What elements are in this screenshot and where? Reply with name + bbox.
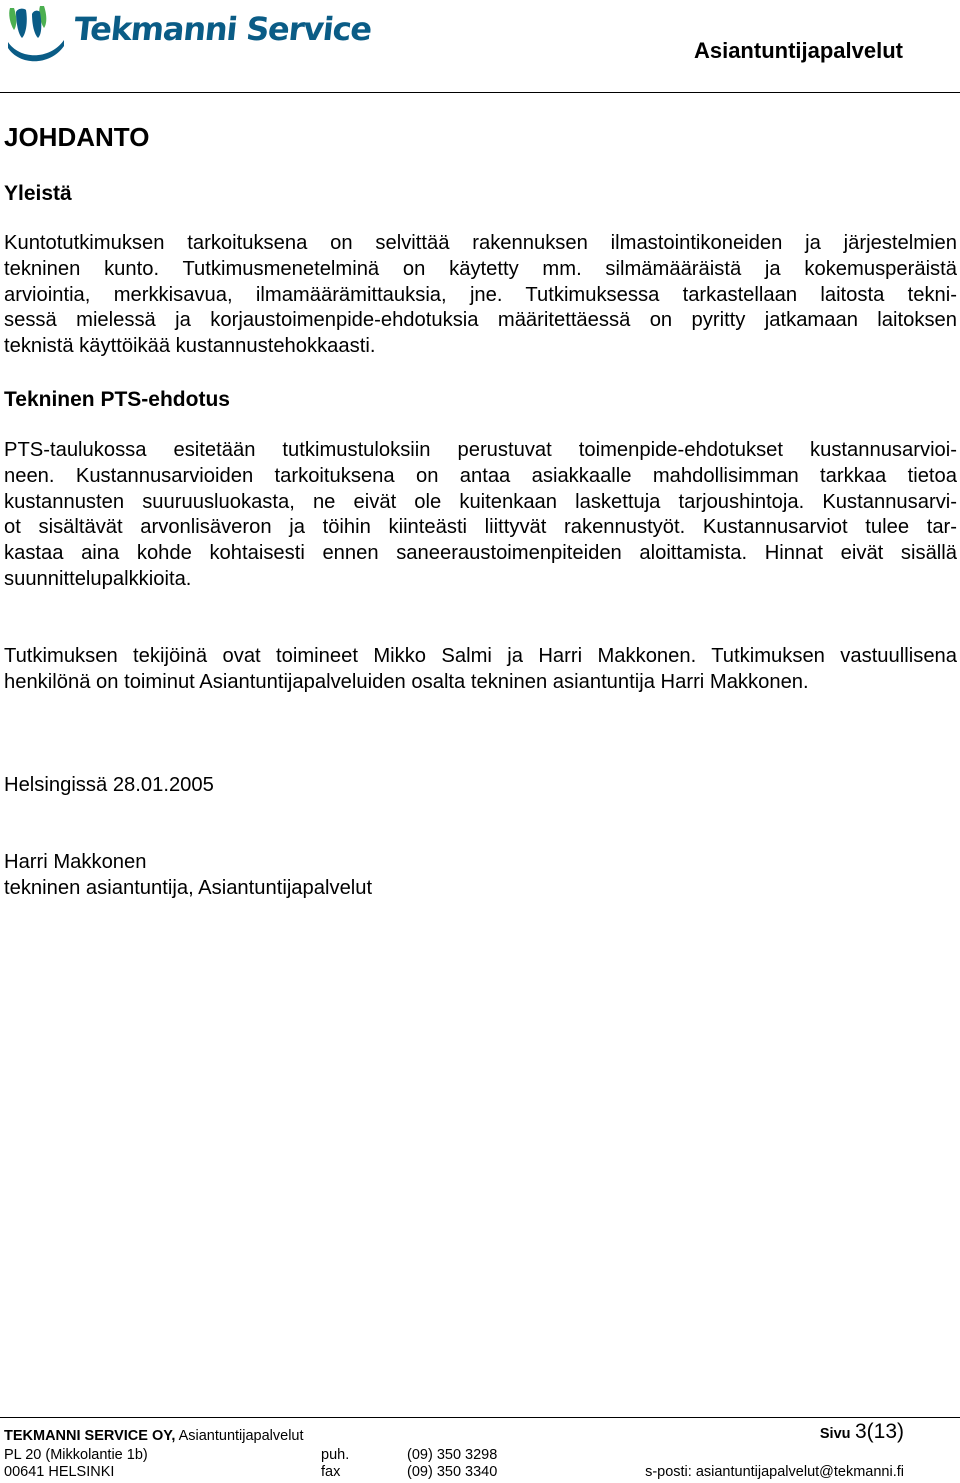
signer-title: tekninen asiantuntija, Asiantuntijapalvelut [4, 876, 373, 899]
paragraph-pts [4, 438, 957, 593]
text-line: suunnittelupalkkioita. [4, 567, 192, 590]
place-date-text: Helsingissä 28.01.2005 [4, 774, 214, 796]
text-line: sessä mielessä ja korjaustoimenpide-ehdotuksia määritettäessä on pyritty jatkamaan laitoksen [4, 309, 957, 332]
section-heading-yleista: Yleistä [4, 182, 72, 205]
page-number [820, 1420, 904, 1444]
place-date [4, 773, 957, 799]
page-header [0, 0, 960, 94]
footer-company-unit: Asiantuntijapalvelut [175, 1428, 304, 1444]
logo-wordmark: Tekmanni Service [72, 10, 374, 48]
footer-address1: PL 20 (Mikkolantie 1b) [4, 1447, 148, 1463]
paragraph-yleista [4, 231, 957, 360]
text-line: neen. Kustannusarvioiden tarkoituksena on antaa asiakkaalle mahdollisimman tarkkaa tietoa [4, 464, 957, 487]
text-line: PTS-taulukossa esitetään tutkimustuloksiin perustuvat toimenpide-ehdotukset kustannusarvioi- [4, 439, 957, 461]
footer-divider [0, 1417, 960, 1418]
footer-phone: (09) 350 3298 [407, 1447, 498, 1463]
page-number-value: 3(13) [854, 1420, 904, 1443]
footer-company [4, 1428, 304, 1444]
page-title: JOHDANTO [4, 122, 150, 152]
signer-name: Harri Makkonen [4, 851, 147, 873]
footer-company-name: TEKMANNI SERVICE OY, [4, 1428, 176, 1444]
text-line: Kuntotutkimuksen tarkoituksena on selvittää rakennuksen ilmastointikoneiden ja järjestelmien [4, 232, 957, 254]
footer-address2: 00641 HELSINKI [4, 1464, 115, 1480]
text-line: arviointia, merkkisavua, ilmamäärämittauksia, jne. Tutkimuksessa tarkastellaan laitosta tekni- [4, 283, 957, 306]
text-line: kastaa aina kohde kohtaisesti ennen saneeraustoimenpiteiden aloittamista. Hinnat eivät sisällä [4, 542, 957, 565]
footer-fax: (09) 350 3340 [407, 1464, 498, 1480]
footer-fax-label: fax [321, 1464, 341, 1480]
header-divider [0, 92, 960, 93]
tekmanni-logo [6, 4, 374, 62]
text-line: kustannusten suuruusluokasta, ne eivät ole kuitenkaan laskettuja tarjoushintoja. Kustannusarvi- [4, 490, 957, 513]
footer-email: s-posti: asiantuntijapalvelut@tekmanni.fi [645, 1464, 904, 1480]
section-heading-pts: Tekninen PTS-ehdotus [4, 388, 230, 411]
department-title: Asiantuntijapalvelut [693, 38, 903, 63]
text-line: henkilönä on toiminut Asiantuntijapalveluiden osalta tekninen asiantuntija Harri Makkonen. [4, 670, 809, 693]
tekmanni-logo-icon [6, 4, 70, 62]
signature-block [4, 850, 957, 902]
page-label: Sivu [819, 1426, 851, 1442]
text-line: teknistä käyttöikää kustannustehokkaasti. [4, 335, 376, 358]
footer-phone-label: puh. [321, 1447, 350, 1463]
paragraph-authors [4, 644, 957, 696]
text-line: ot sisältävät arvonlisäveron ja töihin kiinteästi liittyvät rakennustyöt. Kustannusarviot tulee tar- [4, 516, 957, 539]
text-line: tekninen kunto. Tutkimusmenetelminä on käytetty mm. silmämääräistä ja kokemusperäistä [4, 257, 957, 280]
text-line: Tutkimuksen tekijöinä ovat toimineet Mikko Salmi ja Harri Makkonen. Tutkimuksen vastuullisena [4, 645, 957, 667]
